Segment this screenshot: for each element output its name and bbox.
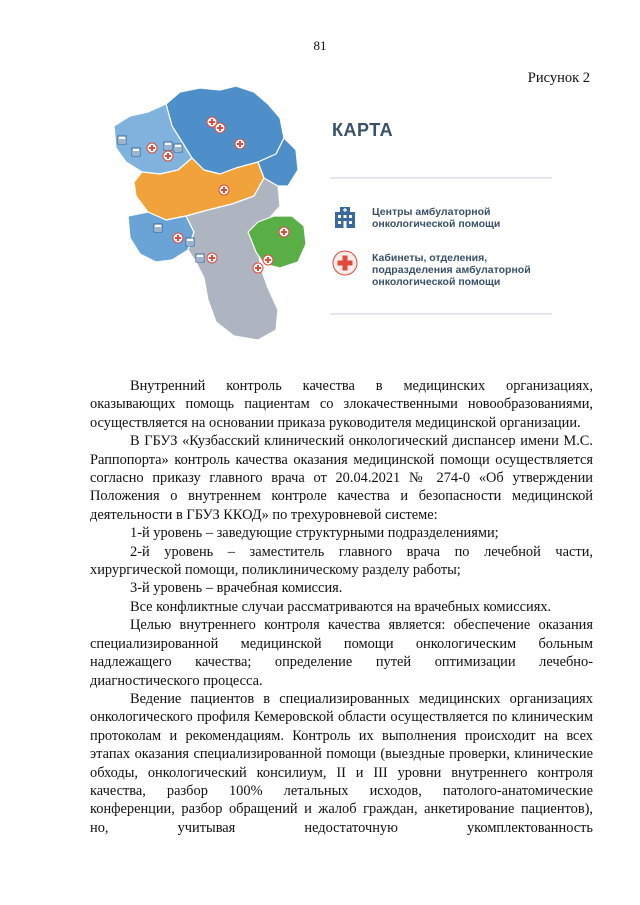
paragraph: Внутренний контроль качества в медицинских организациях, оказывающих помощь пациентам со злокачественными новообразованиями, осуществляется на основании приказа руководителя медицинской организации.: [90, 378, 593, 431]
figure-label: Рисунок 2: [527, 70, 590, 86]
paragraph: Все конфликтные случаи рассматриваются на врачебных комиссиях.: [130, 598, 552, 615]
legend-label: Центры амбулаторной онкологической помощи: [372, 206, 501, 230]
paragraph: Целью внутреннего контроля качества является: обеспечение оказания специализированной медицинской помощи онкологическим больным надлежащего качества; определение путей оптимизации лечебно-диагностического процесса.: [90, 617, 593, 689]
marker-cross: [207, 117, 217, 127]
marker-center: [196, 254, 204, 262]
body-text: [90, 377, 593, 837]
paragraph: 3-й уровень – врачебная комиссия.: [130, 580, 343, 597]
map-title: КАРТА: [332, 120, 394, 140]
paragraph: Ведение пациентов в специализированных медицинских организациях онкологического профиля Кемеровской области осуществляется по клиническим протоколам и рекомендациям. Контроль их выполнения происходит на всех этапах оказания специализированной помощи (выездные проверки, клинические обходы, онкологический консилиум, II и III уровни внутреннего контроля качества, разбор 100% летальных исходов, патолого-анатомические конференции, разбор обращений и жалоб граждан, анкетирование пациентов), но, учитывая недостаточную укомплектованность: [90, 690, 593, 836]
hospital-building-icon: [332, 204, 358, 230]
marker-center: [164, 142, 172, 150]
marker-cross: [263, 255, 273, 265]
marker-center: [186, 238, 194, 246]
paragraph: 1-й уровень – заведующие структурными подразделениями;: [130, 525, 499, 542]
marker-cross: [163, 151, 173, 161]
map-figure: [108, 82, 568, 352]
marker-center: [132, 148, 140, 156]
marker-cross: [147, 143, 157, 153]
marker-cross: [173, 233, 183, 243]
paragraph: 2-й уровень – заместитель главного врача по лечебной части, хирургической помощи, поликлиническому разделу работы;: [90, 543, 593, 579]
marker-cross: [207, 253, 217, 263]
marker-cross: [253, 263, 263, 273]
medical-cross-icon: [332, 250, 358, 276]
marker-cross: [219, 185, 229, 195]
page-number: 81: [313, 38, 327, 53]
legend-item-centers: [330, 204, 560, 254]
paragraph: В ГБУЗ «Кузбасский клинический онкологический диспансер имени М.С. Раппопорта» контроль качества оказания медицинской помощи осуществляется согласно приказу главного врача от 20.04.2021 № 274-0 «Об утверждении Положения о внутреннем контроле качества и безопасности медицинской деятельности в ГБУЗ ККОД» по трехуровневой системе:: [90, 433, 593, 523]
region-southwest: [128, 212, 194, 262]
legend-item-cabinets: [330, 250, 560, 300]
legend-label: Кабинеты, отделения, подразделения амбулаторной онкологической помощи: [372, 252, 531, 288]
marker-cross: [235, 139, 245, 149]
marker-center: [118, 136, 126, 144]
marker-cross: [279, 227, 289, 237]
marker-center: [174, 144, 182, 152]
marker-center: [154, 224, 162, 232]
